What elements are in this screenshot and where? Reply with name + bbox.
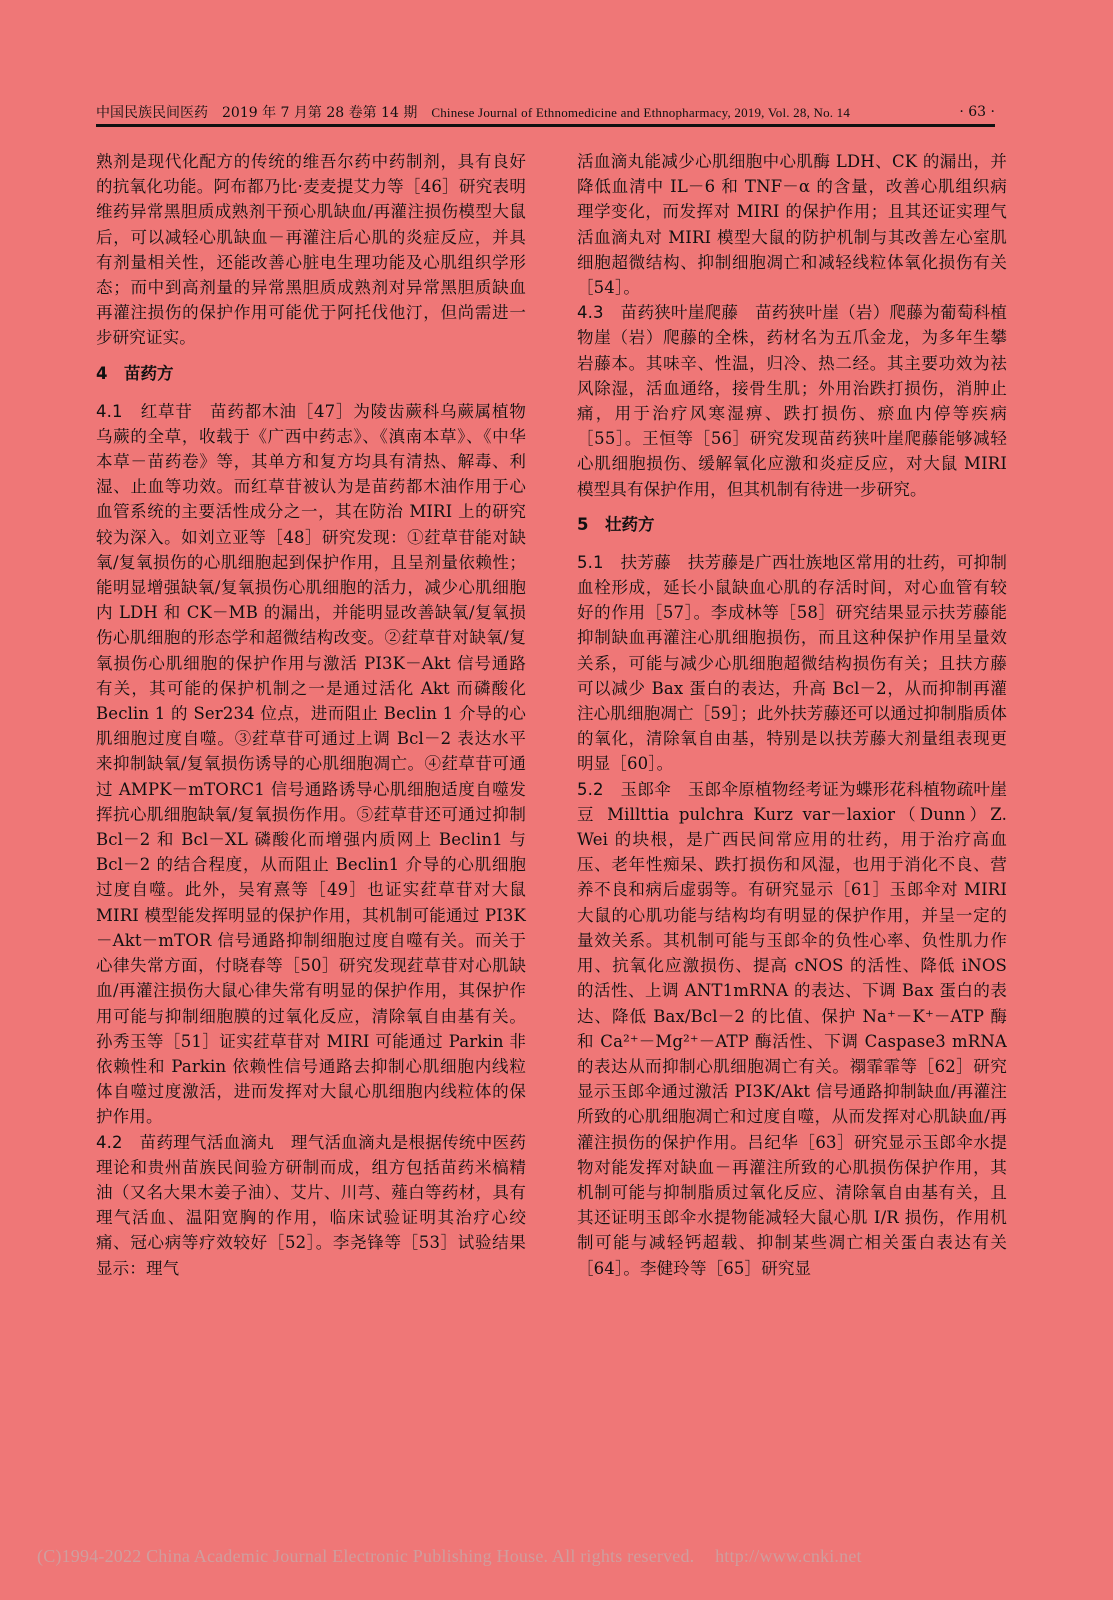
subsection-heading-5-2: 5.2 玉郎伞 <box>577 779 688 799</box>
footer-url: http://www.cnki.net <box>715 1546 862 1566</box>
subsection-body-5-2: 玉郎伞原植物经考证为蝶形花科植物疏叶崖豆 Millttia pulchra Kurz var－laxior（Dunn）Z. Wei 的块根，是广西民间常应用的壮药，用于治疗高血压、老年性痴呆、跌打损伤和风湿，也用于消化不良、营养不良和病后虚弱等。有研究显示［61］玉郎伞对 MIRI 大鼠的心肌功能与结构均有明显的保护作用，并呈一定的量效关系。其机制可能与玉郎伞的负性心率、负性肌力作用、抗氧化应激损伤、提高 cNOS 的活性、降低 iNOS 的活性、上调 ANT1mRNA 的表达、下调 Bax 蛋白的表达、降低 Bax/Bcl－2 的比值、保护 Na⁺－K⁺－ATP 酶和 Ca²⁺－Mg²⁺－ATP 酶活性、下调 Caspase3 mRNA 的表达从而抑制心肌细胞凋亡有关。禤霏霏等［62］研究显示玉郎伞通过激活 PI3K/Akt 信号通路抑制缺血/再灌注所致的心肌细胞凋亡和过度自噬，从而发挥对心肌缺血/再灌注损伤的保护作用。吕纪华［63］研究显示玉郎伞水提物对能发挥对缺血－再灌注所致的心肌损伤保护作用，其机制可能与抑制脂质过氧化反应、清除氧自由基有关，且其还证明玉郎伞水提物能减轻大鼠心肌 I/R 损伤，作用机制可能与减轻钙超载、抑制某些凋亡相关蛋白表达有关［64］。李健玲等［65］研究显 <box>577 779 1007 1278</box>
header-left <box>96 102 850 122</box>
left-column <box>96 149 526 1281</box>
subsection-4-2 <box>96 1130 526 1281</box>
subsection-heading-4-1: 4.1 红草苷 <box>96 401 211 421</box>
subsection-body-4-3: 苗药狭叶崖（岩）爬藤为葡萄科植物崖（岩）爬藤的全株，药材名为五爪金龙，为多年生攀岩藤本。其味辛、性温，归冷、热二经。其主要功效为祛风除湿，活血通络，接骨生肌；外用治跌打损伤，消肿止痛，用于治疗风寒湿痹、跌打损伤、瘀血内停等疾病［55］。王恒等［56］研究发现苗药狭叶崖爬藤能够减轻心肌细胞损伤、缓解氧化应激和炎症反应，对大鼠 MIRI 模型具有保护作用，但其机制有待进一步研究。 <box>577 303 1008 499</box>
subsection-4-1 <box>96 399 526 1130</box>
subsection-heading-4-3: 4.3 苗药狭叶崖爬藤 <box>577 303 756 323</box>
subsection-heading-4-2: 4.2 苗药理气活血滴丸 <box>96 1132 291 1152</box>
journal-name-en: Chinese Journal of Ethnomedicine and Ethnopharmacy, 2019, Vol. 28, No. 14 <box>431 105 851 120</box>
section-heading-5: 5 壮药方 <box>577 514 655 534</box>
section-heading-4: 4 苗药方 <box>96 363 174 383</box>
copyright-footer <box>37 1546 987 1567</box>
subsection-body-4-1: 苗药都木油［47］为陵齿蕨科乌蕨属植物乌蕨的全草，收载于《广西中药志》、《滇南本草》、《中华本草－苗药卷》等，其单方和复方均具有清热、解毒、利湿、止血等功效。而红草苷被认为是苗药都木油作用于心血管系统的主要活性成分之一，其在防治 MIRI 上的研究较为深入。如刘立亚等［48］研究发现：①荭草苷能对缺氧/复氧损伤的心肌细胞起到保护作用，且呈剂量依赖性；能明显增强缺氧/复氧损伤心肌细胞的活力，减少心肌细胞内 LDH 和 CK－MB 的漏出，并能明显改善缺氧/复氧损伤心肌细胞的形态学和超微结构改变。②荭草苷对缺氧/复氧损伤心肌细胞的保护作用与激活 PI3K－Akt 信号通路有关，其可能的保护机制之一是通过活化 Akt 而磷酸化 Beclin 1 的 Ser234 位点，进而阻止 Beclin 1 介导的心肌细胞过度自噬。③荭草苷可通过上调 Bcl－2 表达水平来抑制缺氧/复氧损伤诱导的心肌细胞凋亡。④荭草苷可通过 AMPK－mTORC1 信号通路诱导心肌细胞适度自噬发挥抗心肌细胞缺氧/复氧损伤作用。⑤荭草苷还可通过抑制 Bcl－2 和 Bcl－XL 磷酸化而增强内质网上 Beclin1 与 Bcl－2 的结合程度，从而阻止 Beclin1 介导的心肌细胞过度自噬。此外，吴宥熹等［49］也证实荭草苷对大鼠 MIRI 模型能发挥明显的保护作用，其机制可能通过 PI3K－Akt－mTOR 信号通路抑制细胞过度自噬有关。而关于心律失常方面，付晓春等［50］研究发现荭草苷对心肌缺血/再灌注损伤大鼠心律失常有明显的保护作用，其保护作用可能与抑制细胞膜的过氧化反应，清除氧自由基有关。孙秀玉等［51］证实荭草苷对 MIRI 可能通过 Parkin 非依赖性和 Parkin 依赖性信号通路去抑制心肌细胞内线粒体自噬过度激活，进而发挥对大鼠心肌细胞内线粒体的保护作用。 <box>96 401 526 1127</box>
subsection-body-5-1: 扶芳藤是广西壮族地区常用的壮药，可抑制血栓形成，延长小鼠缺血心肌的存活时间，对心血管有较好的作用［57］。李成林等［58］研究结果显示扶芳藤能抑制缺血再灌注心肌细胞损伤，而且这种保护作用呈量效关系，可能与减少心肌细胞超微结构损伤有关；且扶方藤可以减少 Bax 蛋白的表达，升高 Bcl－2，从而抑制再灌注心肌细胞凋亡［59］；此外扶芳藤还可以通过抑制脂质体的氧化，清除氧自由基，特别是以扶芳藤大剂量组表现更明显［60］。 <box>577 552 1007 774</box>
right-column <box>577 149 1007 1281</box>
paragraph-continued: 熟剂是现代化配方的传统的维吾尔药中药制剂，具有良好的抗氧化功能。阿布都乃比·麦麦提艾力等［46］研究表明维药异常黑胆质成熟剂干预心肌缺血/再灌注损伤模型大鼠后，可以减轻心肌缺血－再灌注后心肌的炎症反应，并具有剂量相关性，还能改善心脏电生理功能及心肌组织学形态；而中到高剂量的异常黑胆质成熟剂对异常黑胆质缺血再灌注损伤的保护作用可能优于阿托伐他汀，但尚需进一步研究证实。 <box>96 152 526 348</box>
subsection-5-1 <box>577 550 1007 777</box>
subsection-5-2 <box>577 777 1007 1281</box>
subsection-body-4-2: 理气活血滴丸是根据传统中医药理论和贵州苗族民间验方研制而成，组方包括苗药米槁精油（又名大果木姜子油）、艾片、川芎、薤白等药材，具有理气活血、温阳宽胸的作用，临床试验证明其治疗心绞痛、冠心病等疗效较好［52］。李尧锋等［53］试验结果显示：理气 <box>96 1132 526 1278</box>
running-header <box>96 100 995 127</box>
copyright-text: (C)1994-2022 China Academic Journal Electronic Publishing House. All rights reserved. <box>37 1546 695 1566</box>
subsection-heading-5-1: 5.1 扶芳藤 <box>577 552 688 572</box>
page-number: · 63 · <box>959 104 995 120</box>
issue-info-cn: 2019 年 7 月第 28 卷第 14 期 <box>222 105 418 121</box>
journal-name-cn: 中国民族民间医药 <box>96 105 208 121</box>
paragraph-continued-right: 活血滴丸能减少心肌细胞中心肌酶 LDH、CK 的漏出，并降低血清中 IL－6 和 TNF－α 的含量，改善心肌组织病理学变化，而发挥对 MIRI 的保护作用；且其还证实理气活血滴丸对 MIRI 模型大鼠的防护机制与其改善左心室肌细胞超微结构、抑制细胞凋亡和减轻线粒体氧化损伤有关［54］。 <box>577 152 1007 298</box>
subsection-4-3 <box>577 300 1007 502</box>
